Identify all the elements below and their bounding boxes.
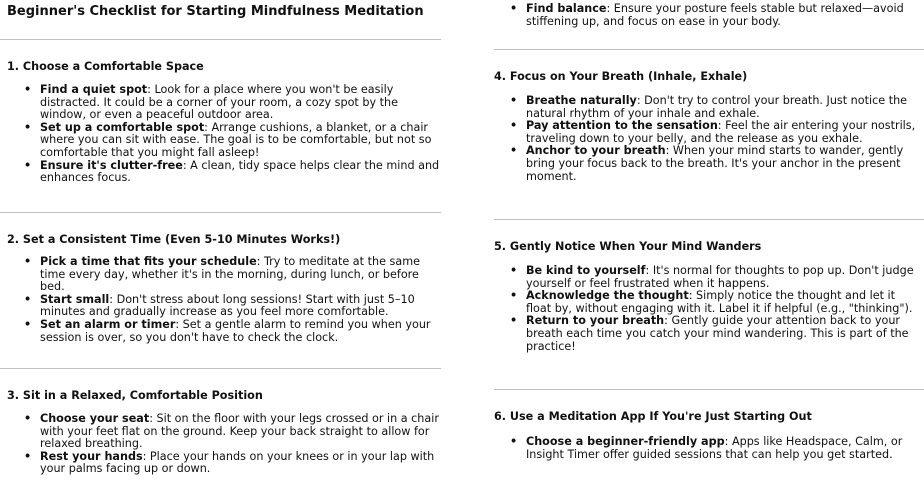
section-title-6: 6. Use a Meditation App If You're Just Starting Out — [494, 410, 812, 423]
item-label: Anchor to your breath — [526, 144, 666, 158]
item-label: Return to your breath — [526, 314, 665, 328]
item-text: : Feel the air entering your nostrils, traveling down to your belly, and the release as you exhale. — [526, 119, 916, 145]
item-label: Breathe naturally — [526, 94, 637, 107]
list-item — [24, 413, 440, 451]
section-title-4: 4. Focus on Your Breath (Inhale, Exhale) — [494, 70, 748, 83]
item-label: Start small — [40, 292, 110, 306]
section-list-1 — [24, 84, 440, 185]
section-list-5 — [510, 265, 922, 353]
divider — [0, 212, 441, 213]
item-text: : Ensure your posture feels stable but relaxed—avoid stiffening up, and focus on ease in your body. — [526, 2, 904, 28]
item-text: : Set a gentle alarm to remind you when your session is over, so you don't have to check the clock. — [40, 317, 431, 344]
divider — [494, 219, 924, 220]
list-item — [510, 145, 922, 183]
item-label: Choose your seat — [40, 412, 150, 425]
item-text: : Try to meditate at the same time every day, whether it's in the morning, during lunch, or before bed. — [40, 255, 420, 294]
item-label: Find balance — [526, 2, 607, 15]
item-label: Set an alarm or timer — [40, 317, 176, 331]
list-item — [510, 95, 922, 120]
item-label: Acknowledge the thought — [526, 289, 689, 303]
item-text: : Look for a place where you won't be easily distracted. It could be a corner of your room, a cozy spot by the window, or even a peaceful outdoor area. — [40, 83, 399, 122]
item-label: Set up a comfortable spot — [40, 120, 205, 134]
list-item — [24, 160, 440, 185]
section-title-3: 3. Sit in a Relaxed, Comfortable Position — [7, 389, 263, 402]
item-label: Be kind to yourself — [526, 264, 646, 277]
item-label: Pay attention to the sensation — [526, 119, 718, 133]
item-label: Choose a beginner-friendly app — [526, 435, 725, 448]
section-list-3 — [24, 413, 440, 476]
item-text: : Don't try to control your breath. Just notice the natural rhythm of your inhale and exhale. — [526, 94, 908, 120]
item-text: : When your mind starts to wander, gently bring your focus back to the breath. It's your anchor in the present moment. — [526, 144, 904, 183]
list-item — [510, 290, 922, 315]
list-item — [24, 319, 440, 344]
section-title-5: 5. Gently Notice When Your Mind Wanders — [494, 240, 762, 253]
item-text: : A clean, tidy space helps clear the mind and enhances focus. — [40, 158, 440, 185]
list-item — [510, 120, 922, 145]
divider — [494, 49, 924, 50]
item-text: : Gently guide your attention back to your breath each time you catch your mind wandering. This is part of the practice! — [526, 314, 909, 353]
item-label: Rest your hands — [40, 449, 143, 463]
list-item — [510, 3, 922, 28]
item-label: Find a quiet spot — [40, 83, 148, 96]
item-text: : Don't stress about long sessions! Start with just 5–10 minutes and gradually increase as you feel more comfortable. — [40, 292, 415, 319]
list-item — [510, 265, 922, 290]
section-title-1: 1. Choose a Comfortable Space — [7, 60, 204, 73]
list-item — [24, 256, 440, 294]
list-item — [510, 436, 922, 461]
page-title: Beginner's Checklist for Starting Mindfulness Meditation — [7, 4, 424, 19]
item-text: : Place your hands on your knees or in your lap with your palms facing up or down. — [40, 449, 435, 476]
item-label: Ensure it's clutter-free — [40, 158, 183, 172]
divider — [494, 389, 924, 390]
section-list-2 — [24, 256, 440, 344]
list-item — [24, 84, 440, 122]
list-item — [24, 451, 440, 476]
item-text: : Simply notice the thought and let it float by, without engaging with it. Label it if helpful (e.g., "thinking"). — [526, 289, 913, 315]
item-text: : Arrange cushions, a blanket, or a chair where you can sit with ease. The goal is to be comfortable, but not so comfortable that you might fall asleep! — [40, 120, 432, 159]
item-label: Pick a time that fits your schedule — [40, 255, 257, 268]
list-item — [510, 315, 922, 353]
section-list-4 — [510, 95, 922, 183]
divider — [0, 39, 441, 40]
continued-list — [510, 3, 922, 28]
section-list-6 — [510, 436, 922, 461]
list-item — [24, 294, 440, 319]
item-text: : It's normal for thoughts to pop up. Don't judge yourself or feel frustrated when it happens. — [526, 264, 914, 290]
item-text: : Sit on the floor with your legs crossed or in a chair with your feet flat on the ground. Keep your back straight to allow for relaxed breathing. — [40, 412, 439, 451]
divider — [0, 368, 441, 369]
section-title-2: 2. Set a Consistent Time (Even 5-10 Minutes Works!) — [7, 233, 341, 246]
list-item — [24, 122, 440, 160]
item-text: : Apps like Headspace, Calm, or Insight Timer offer guided sessions that can help you get started. — [526, 435, 903, 461]
